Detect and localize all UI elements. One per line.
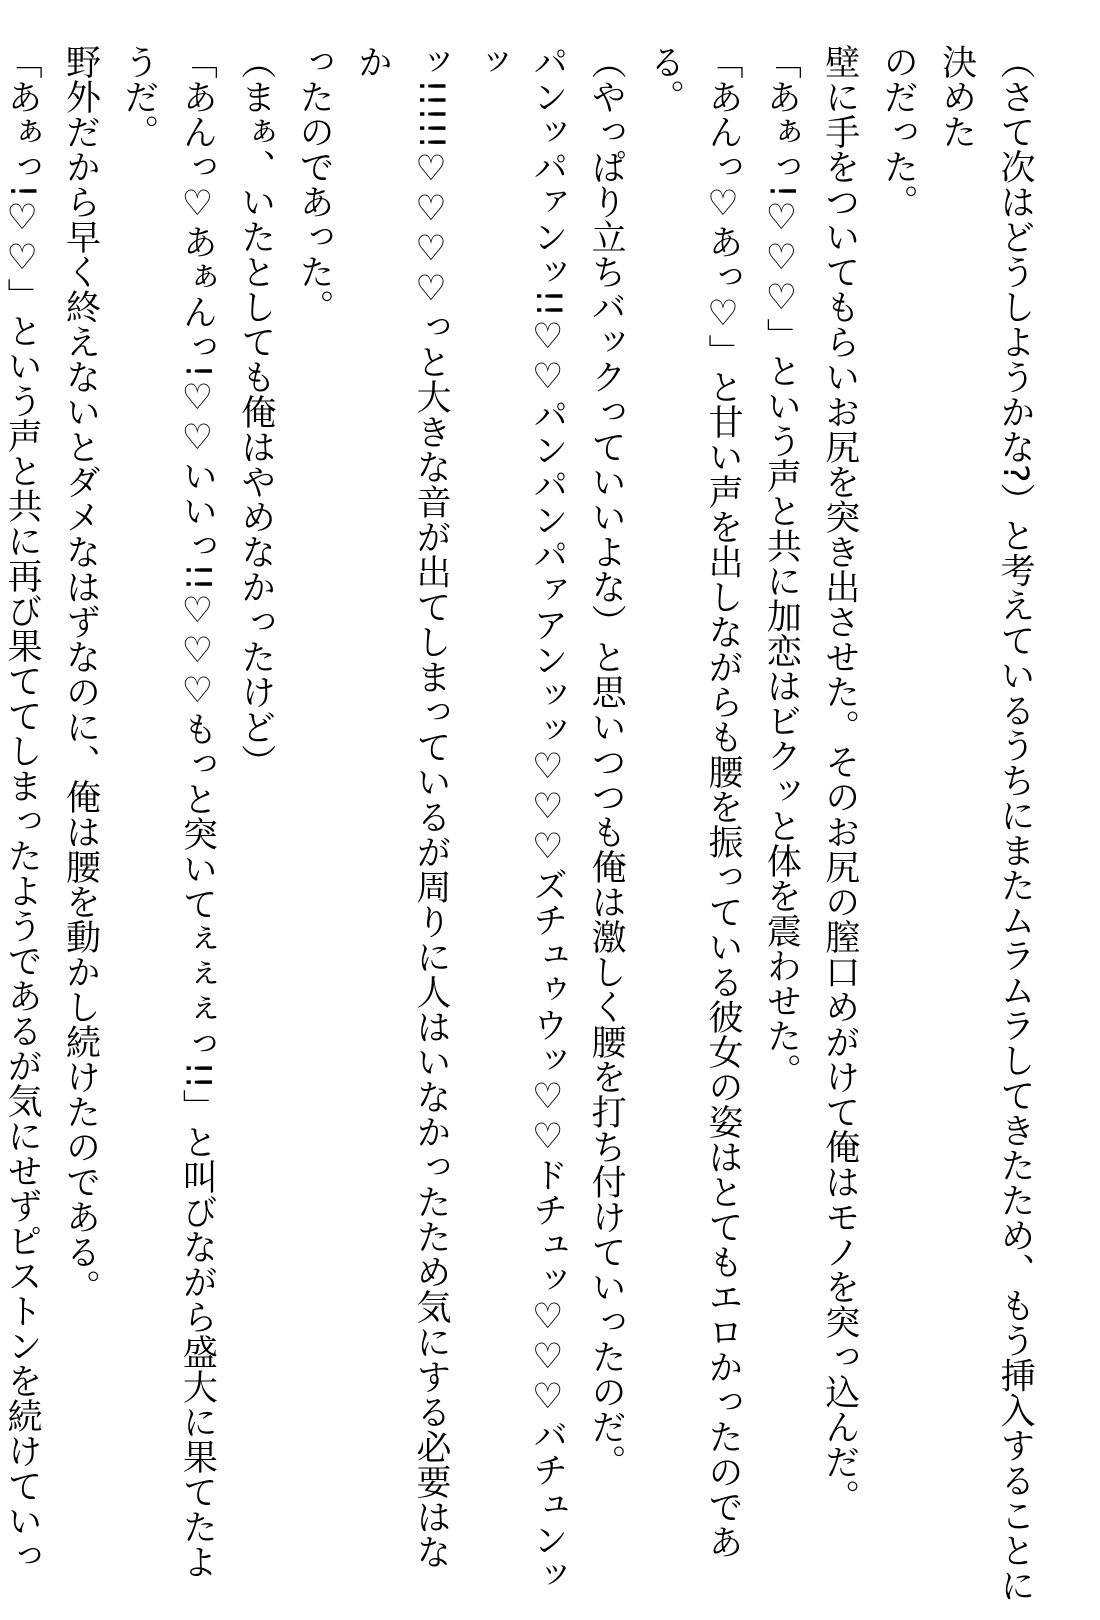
text-line: のだった。 [878, 44, 919, 219]
text-line: （さて次はどうしようかな?）と考えているうちにまたムラムラしてきたため、もう挿入することに決めた [936, 44, 1035, 1603]
text-line: 「あんっ♡あっ♡」と甘い声を出しながらも腰を振っている彼女の姿はとてもエロかったのである。 [644, 44, 743, 1559]
text-line: うだ。 [118, 44, 159, 149]
text-line: 「あんっ♡あぁんっ!♡♡いいっ!!♡♡♡もっと突いてぇぇぇっ!!」と叫びながら盛大に果てたよ [177, 44, 218, 1580]
text-line: （まぁ、いたとしても俺はやめなかったけど） [235, 44, 276, 779]
text-line: ッ!!!!!♡♡♡♡っと大きな音が出てしまっているが周りに人はいなかったため気にする必要はなか [352, 44, 451, 1570]
text-line: ったのであった。 [294, 44, 335, 324]
vertical-text-body [0, 44, 1044, 1604]
text-line: パンッパァンッ!!♡♡パンパンパァアンッッ♡♡♡ズチュゥウッ♡♡ドチュッ♡♡♡バチュンッッ [469, 44, 568, 1593]
text-line: （やっぱり立ちバックっていいよな）と思いつつも俺は激しく腰を打ち付けていったのだ。 [586, 44, 627, 1479]
text-line: 壁に手をついてもらいお尻を突き出させた。そのお尻の膣口めがけて俺はモノを突っ込んだ。 [819, 44, 860, 1514]
text-line: 「あぁっ!♡♡」という声と共に再び果ててしまったようであるが気にせずピストンを続けていっ [2, 44, 43, 1574]
text-line: 「あぁっ!♡♡♡」という声と共に加恋はビクッと体を震わせた。 [761, 44, 802, 1089]
text-line: 野外だから早く終えないとダメなはずなのに、俺は腰を動かし続けたのである。 [60, 44, 101, 1304]
